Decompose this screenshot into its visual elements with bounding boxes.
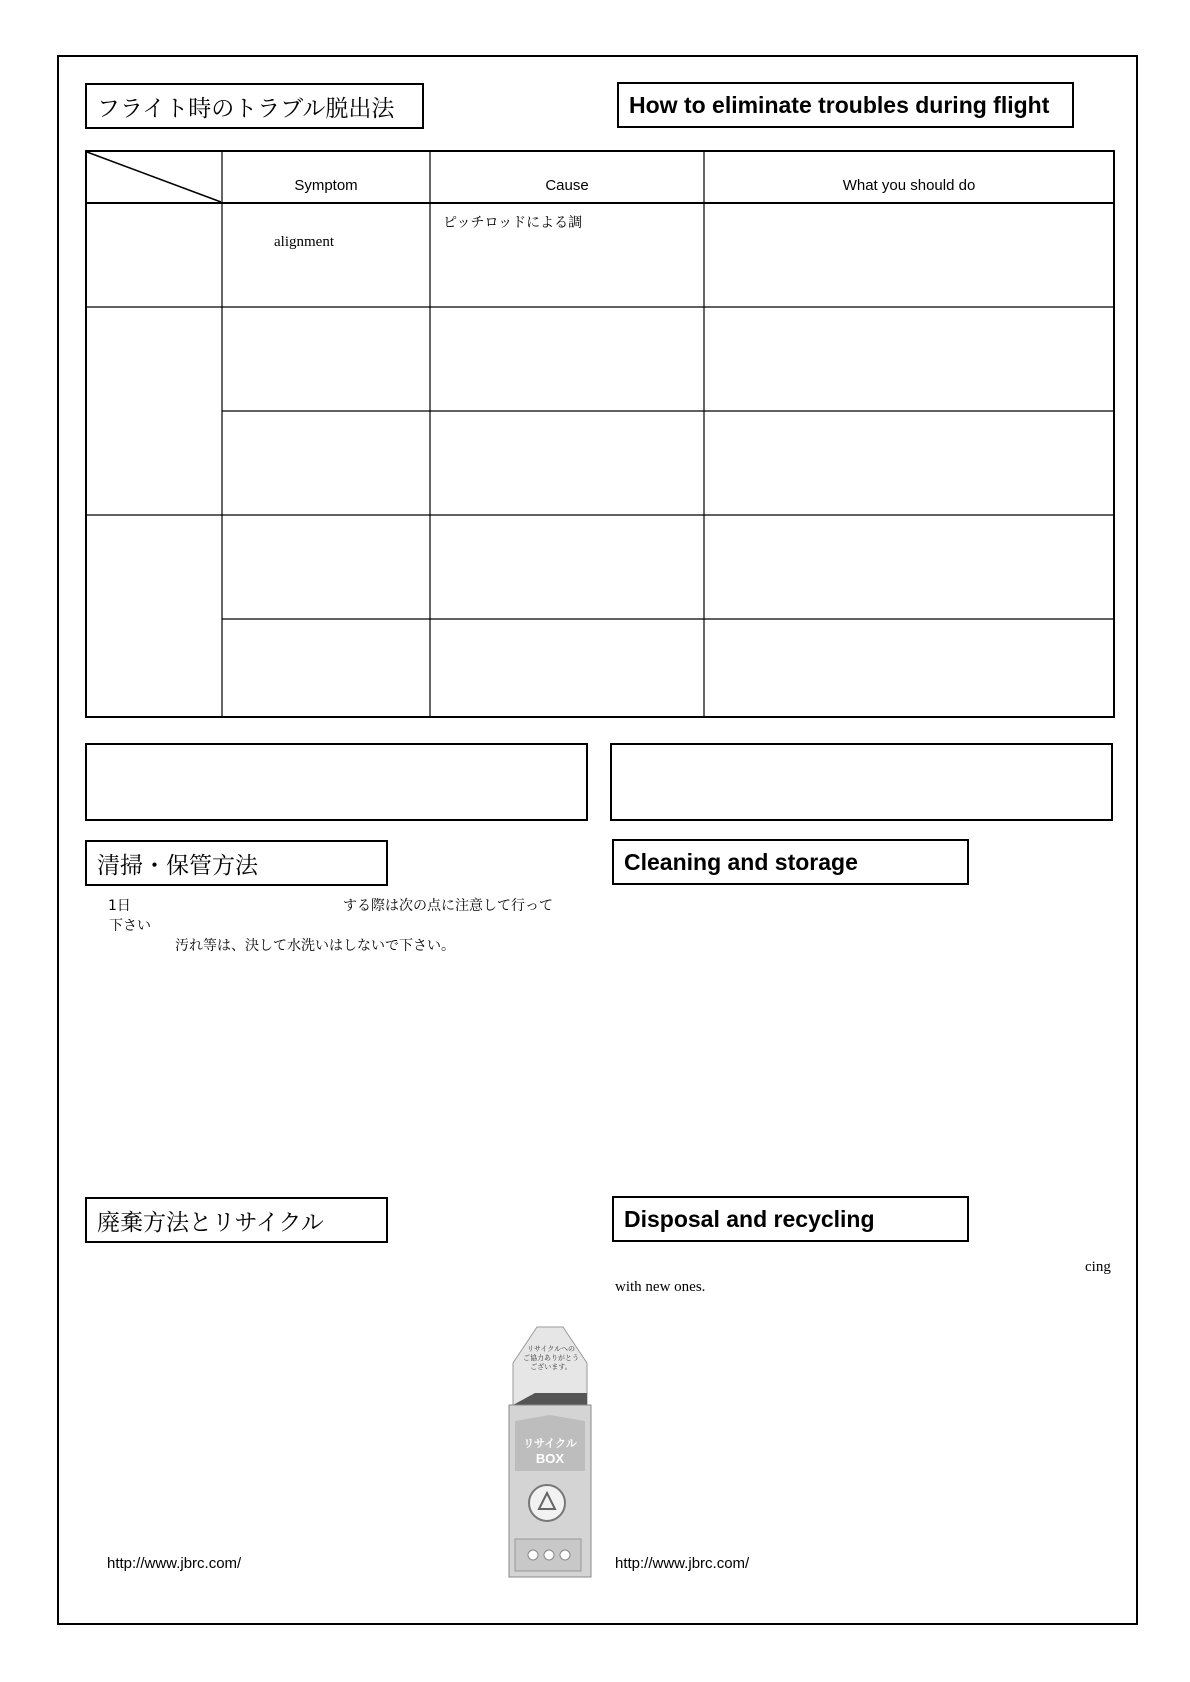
url-right[interactable]: http://www.jbrc.com/ <box>615 1555 750 1572</box>
disposal-en-title-box <box>612 1196 969 1242</box>
recycle-box-label: リサイクル <box>523 1437 577 1450</box>
cleaning-jp-title-box <box>85 840 388 886</box>
cleaning-line1: する際は次の点に注意して行って <box>343 898 553 914</box>
recycle-box-illustration <box>505 1325 595 1580</box>
url-left[interactable]: http://www.jbrc.com/ <box>107 1555 242 1572</box>
trouble-jp-title-box <box>85 83 424 129</box>
trouble-table <box>85 150 1115 720</box>
disposal-jp-title-box <box>85 1197 388 1243</box>
header-what-to-do: What you should do <box>842 177 976 194</box>
cleaning-line3: 汚れ等は、決して水洗いはしないで下さい。 <box>175 938 455 954</box>
note-box-left <box>85 743 588 821</box>
cleaning-en-title: Cleaning and storage <box>624 848 858 875</box>
disposal-fragment-1: cing <box>1085 1259 1111 1275</box>
recycle-box-box-text: BOX <box>535 1451 565 1466</box>
trouble-en-title-box <box>617 82 1074 128</box>
trouble-jp-title: フライト時のトラブル脱出法 <box>97 95 395 122</box>
recycle-box-top-text: リサイクルへの ご協力ありがとう ございます。 <box>523 1345 579 1371</box>
disposal-en-title: Disposal and recycling <box>624 1205 875 1232</box>
disposal-fragment-2: with new ones. <box>615 1279 706 1295</box>
cleaning-day: 1日 <box>108 898 131 914</box>
disposal-jp-title: 廃棄方法とリサイクル <box>97 1209 324 1236</box>
cleaning-en-title-box <box>612 839 969 885</box>
note-box-right <box>610 743 1113 821</box>
row1-cause: ピッチロッドによる調 <box>443 215 583 231</box>
header-symptom: Symptom <box>294 177 358 194</box>
cleaning-jp-title: 清掃・保管方法 <box>97 852 258 879</box>
trouble-en-title: How to eliminate troubles during flight <box>629 91 1050 118</box>
row1-symptom: alignment <box>274 234 334 250</box>
corner-diagonal <box>87 152 221 202</box>
header-cause: Cause <box>545 177 589 194</box>
cleaning-line2: 下さい <box>109 918 151 934</box>
table-outer-border <box>86 151 1114 717</box>
